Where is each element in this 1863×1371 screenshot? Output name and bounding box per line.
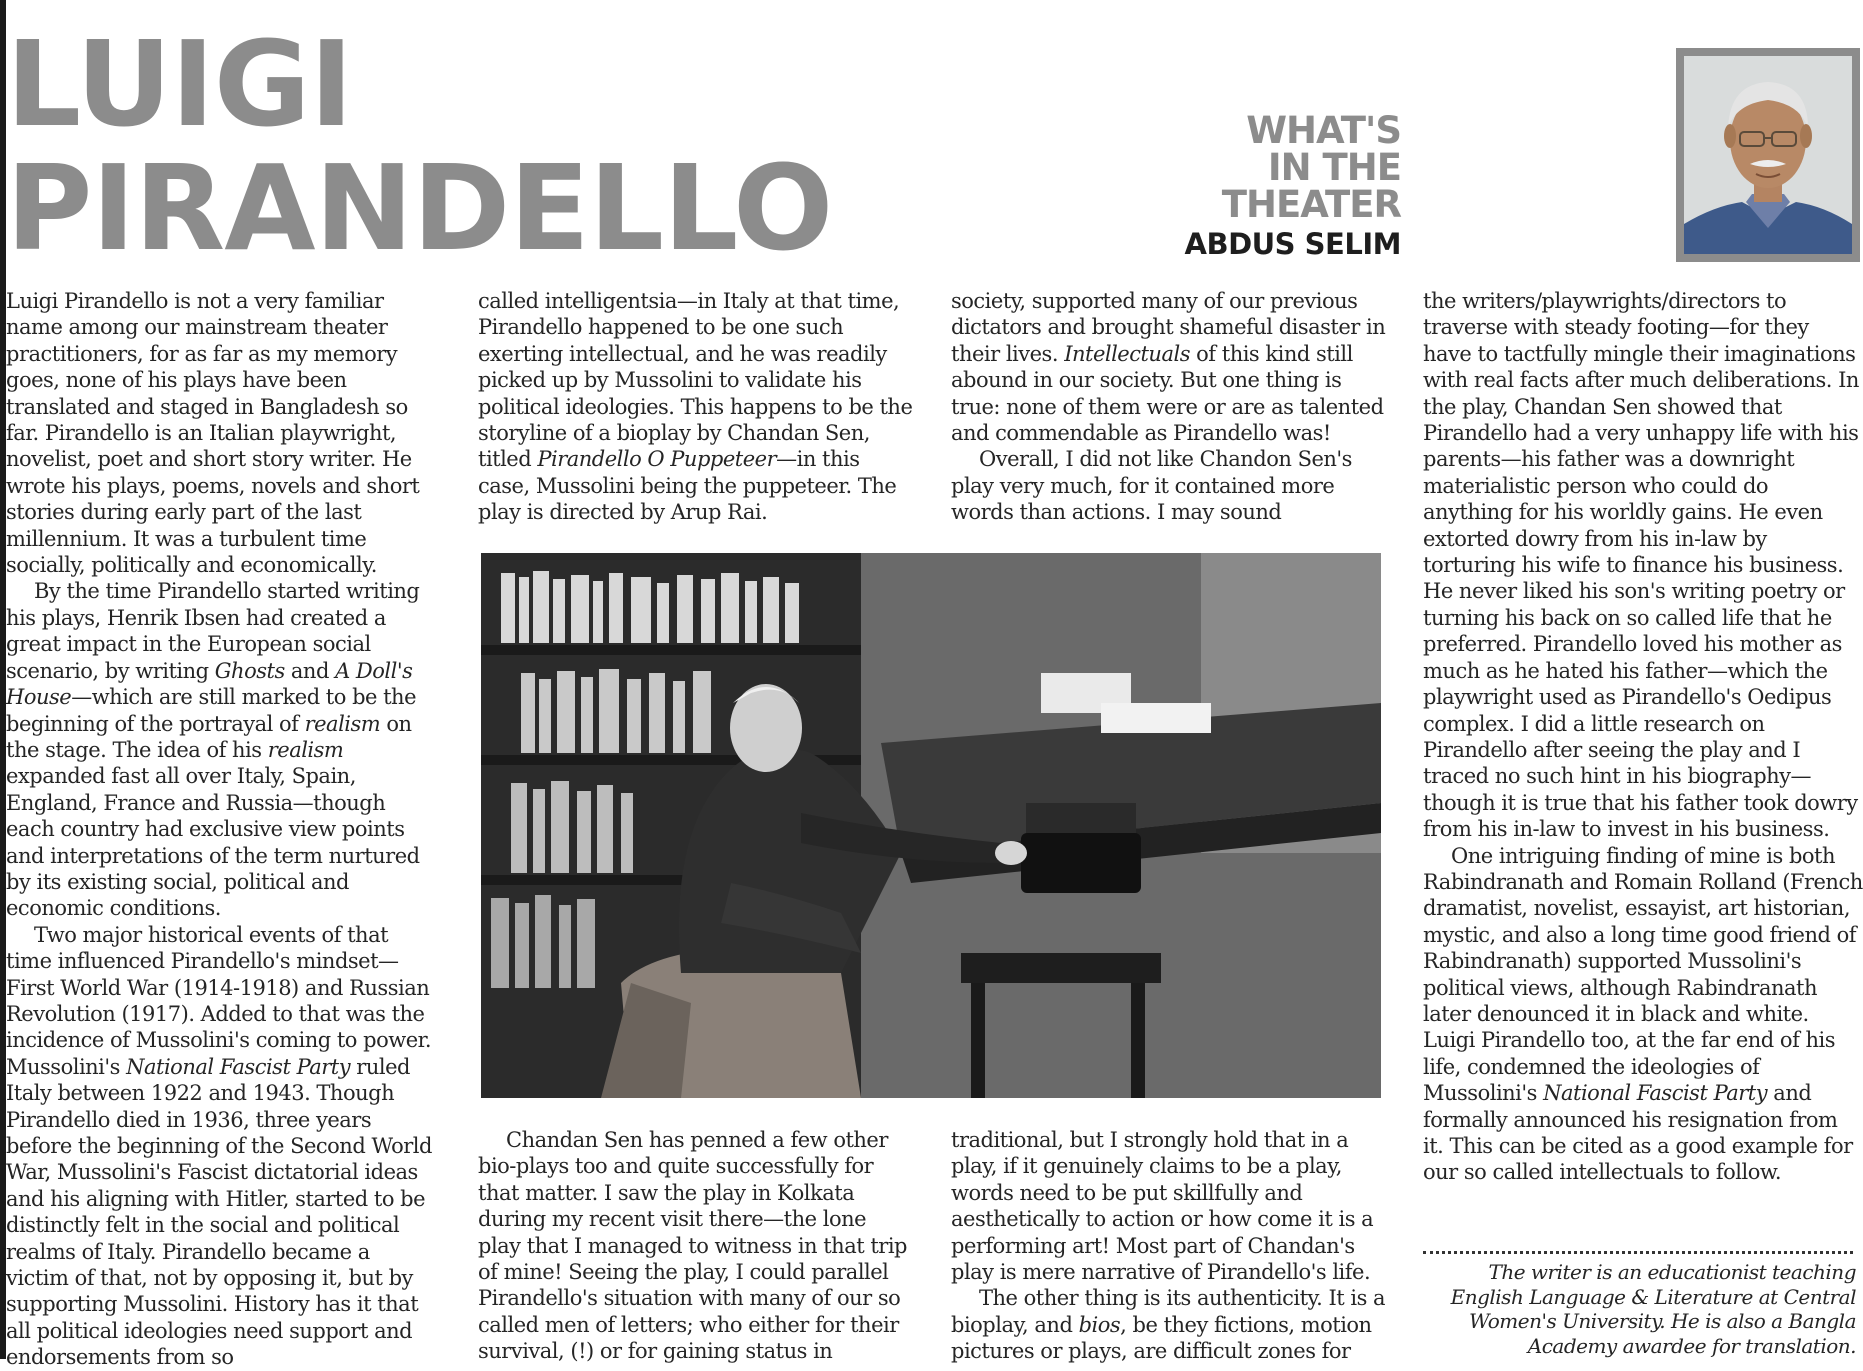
column-tag-line-2: IN THE [1267, 146, 1401, 189]
paragraph: called intelligentsia—in Italy at that time, Pirandello happened to be one such exerting intellectual, and he was readily picked up by Mussolini to validate his political ideologies. This happens to be the storyline of a bioplay by Chandan Sen, titled Pirandello O Puppeteer—in this case, Mussolini being the puppeteer. The play is directed by Arup Rai. [478, 289, 913, 525]
paragraph: Overall, I did not like Chandon Sen's play very much, for it contained more words than actions. I may sound [951, 447, 1352, 525]
paragraph: society, supported many of our previous dictators and brought shameful disaster in their lives. Intellectuals of this kind still abound in our society. But one thing is true: none of them were or are as talented and commendable as Pirandello was! [951, 289, 1386, 446]
paragraph: the writers/playwrights/directors to traverse with steady footing—for they have to tactfully mingle their imaginations with real facts after much deliberations. In the play, Chandan Sen showed that Pirandello had a very unhappy life with his parents—his father was a downright materialistic person who could do anything for his worldly gains. He even extorted dowry from his in-law by torturing his wife to finance his business. He never liked his son's writing poetry or turning his back on so called life that he preferred. Pirandello loved his mother as much as he hated his father—which the playwright used as Pirandello's Oedipus complex. I did a little research on Pirandello after seeing the play and I traced no such hint in his biography—though it is true that his father took dowry from his in-law to invest in his business. [1423, 289, 1859, 842]
column-tag-line-3: THEATER [1221, 183, 1401, 226]
article-column-4 [1423, 288, 1863, 1186]
article-column-3-top [951, 288, 1391, 526]
headline [6, 15, 833, 277]
article-column-3-bottom [951, 1127, 1391, 1365]
article-column-1 [6, 288, 436, 1371]
headline-line-1: LUIGI [6, 15, 353, 153]
paragraph: traditional, but I strongly hold that in a play, if it genuinely claims to be a play, words need to be put skillfully and aesthetically to action or how come it is a performing art! Most part of Chandan's play is mere narrative of Pirandello's life. [951, 1128, 1374, 1285]
dotted-divider [1423, 1251, 1853, 1254]
pirandello-typewriter-photo [481, 553, 1381, 1098]
article-column-2-top [478, 288, 914, 526]
paragraph: The other thing is its authenticity. It is a bioplay, and bios, be they fictions, motion pictures or plays, are difficult zones for [951, 1286, 1386, 1364]
author-portrait-image [1684, 56, 1852, 254]
author-photo [1676, 48, 1860, 262]
paragraph: Chandan Sen has penned a few other bio-plays too and quite successfully for that matter. I saw the play in Kolkata during my recent visit there—the lone play that I managed to witness in that trip of mine! Seeing the play, I could parallel Pirandello's situation with many of our so called men of letters; who either for their survival, (!) or for gaining status in [478, 1128, 907, 1364]
column-tag [1184, 109, 1401, 264]
photo-image [481, 553, 1381, 1098]
paragraph: Two major historical events of that time influenced Pirandello's mindset—First World War (1914-1918) and Russian Revolution (1917). Added to that was the incidence of Mussolini's coming to power. Mussolini's National Fascist Party ruled Italy between 1922 and 1943. Though Pirandello died in 1936, three years before the beginning of the Second World War, Mussolini's Fascist dictatorial ideas and his aligning with Hitler, started to be distinctly felt in the social and political realms of Italy. Pirandello became a victim of that, not by opposing it, but by supporting Mussolini. History has it that all political ideologies need support and endorsements from so [6, 922, 432, 1370]
paragraph: One intriguing finding of mine is both Rabindranath and Romain Rolland (French dramatist, novelist, essayist, art historian, mystic, and also a long time good friend of Rabindranath) supported Mussolini's political views, although Rabindranath later denounced it in black and white. Luigi Pirandello too, at the far end of his life, condemned the ideologies of Mussolini's National Fascist Party and formally announced his resignation from it. This can be cited as a good example for our so called intellectuals to follow. [1423, 843, 1863, 1185]
article-column-2-bottom [478, 1127, 914, 1365]
author-name: ABDUS SELIM [1184, 227, 1401, 261]
author-bio: The writer is an educationist teaching English Language & Literature at Central Women's University. He is also a Bangla Academy awardee for translation. [1450, 1260, 1856, 1358]
paragraph: By the time Pirandello started writing his plays, Henrik Ibsen had created a great impact in the European social scenario, by writing Ghosts and A Doll's House—which are still marked to be the beginning of the portrayal of realism on the stage. The idea of his realism expanded fast all over Italy, Spain, England, France and Russia—though each country had exclusive view points and interpretations of the term nurtured by its existing social, political and economic conditions. [6, 579, 420, 921]
headline-line-2: PIRANDELLO [6, 139, 833, 277]
column-tag-line-1: WHAT'S [1246, 109, 1401, 152]
paragraph: Luigi Pirandello is not a very familiar name among our mainstream theater practitioners, for as far as my memory goes, none of his plays have been translated and staged in Bangladesh so far. Pirandello is an Italian playwright, novelist, poet and short story writer. He wrote his plays, poems, novels and short stories during early part of the last millennium. It was a turbulent time socially, politically and economically. [6, 289, 420, 578]
